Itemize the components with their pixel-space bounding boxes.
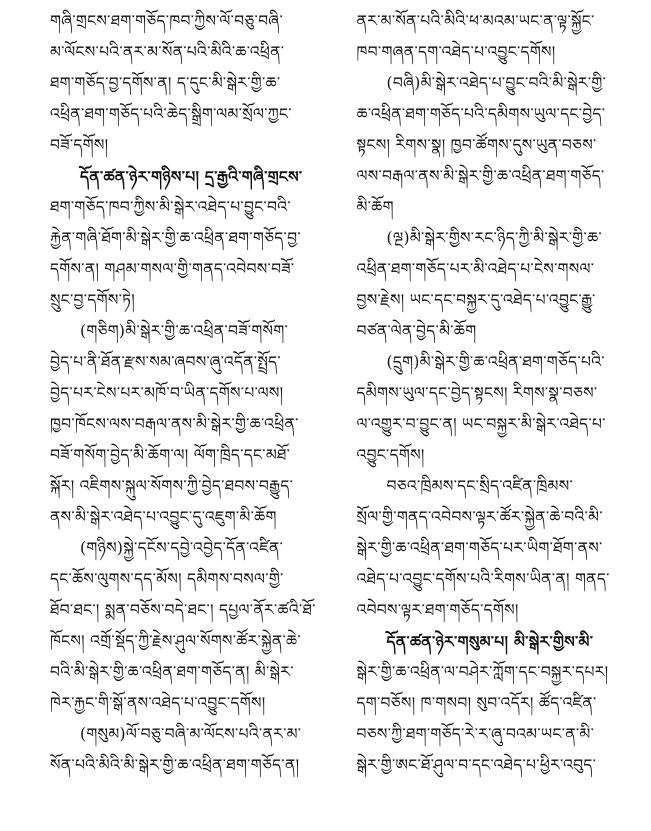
left-column-text-line: བྱེད་པར་ངེས་པར་མཁོ་བ་ཡིན་དགོས་པ་ལས། <box>50 384 284 402</box>
left-column-text-line: ཐག་གཅོད་བྱ་དགོས་ན། ད་དུང་མི་སྒེར་གྱི་ཆ་ <box>50 74 281 92</box>
left-column-text-line: (གཅིག)མི་སྒེར་གྱི་ཆ་འཕྲིན་བཟོ་གསོག་ <box>80 322 289 340</box>
right-column-text-line: ལས་བརྒལ་ནས་མི་སྒེར་གྱི་ཆ་འཕྲིན་ཐག་གཅོད་ <box>356 167 605 185</box>
left-column-text-line: དང་ཆོས་ལུགས་དད་མོས། དམིགས་བསལ་གྱི་ <box>50 570 284 588</box>
left-column-text-line: (གཉིས)སྐྱེ་དངོས་དབྱེ་འབྱེད་དོན་འཛིན་ <box>80 539 284 557</box>
right-column-text-line: བཅས་ཀྱི་ཐག་གཅོད་རེ་ར་ཞུ་བའམ་ཡང་ན་མི་ <box>356 725 595 743</box>
right-column-text-line: ལ་འགྱུར་བ་བྱུང་ན། ཡང་བསྐྱར་མི་སྒེར་འཐེད་པ་ <box>356 415 606 433</box>
left-column <box>14 6 331 831</box>
right-column-text-line: འབྱུང་དགོས། <box>356 446 425 464</box>
right-column-text-line: སྒེར་གྱི་ཨང་ཐོ་ཤུལ་བ་དང་འཐེད་པ་ཕྱིར་འབུད་ <box>356 756 597 774</box>
right-column-text-line: བཙན་ལེན་བྱེད་མི་ཆོག <box>356 322 477 340</box>
left-column-text-line: སོན་པའི་མིའི་མི་སྒེར་གྱི་ཆ་འཕྲིན་ཐག་གཅོད་ན། <box>50 756 300 774</box>
right-column-text-line: བྱས་རྗེས། ཡང་དང་བསྐྱར་དུ་འཐེད་པ་འབྱུང་རྒྱུ་ <box>356 291 596 309</box>
left-column-text-line: ཁེར་རྐྱང་གི་སྒོ་ནས་འཐེད་པ་འབྱུང་དགོས། <box>50 694 266 712</box>
left-column-text-line: འཕྲིན་ཐག་གཅོད་པའི་ཆེད་སྒྲིག་ལམ་སྲོལ་ཀྱང་ <box>50 105 292 123</box>
left-column-text-line: ཐོབ་ཐང་། སྨན་བཅོས་བདེ་ཐང་། དཔྱལ་ནོར་ཚའི་ཐོ་ <box>50 601 316 619</box>
left-column-text-line: བཟོ་གསོག་བྱེད་མི་ཆོག་ལ། ལོག་ཁྲིད་དང་མཐོ་ <box>50 446 291 464</box>
right-column-text-line: བཅའ་ཁྲིམས་དང་སྲིད་འཛིན་ཁྲིམས་ <box>386 477 574 495</box>
right-column-text-line: འབེབས་ལྟར་ཐག་གཅོད་དགོས། <box>356 601 519 619</box>
right-column-text-line: འཐེད་པ་འབྱུང་དགོས་པའི་རིགས་ཡིན་ན། གནད་ <box>356 570 610 588</box>
left-column-text-line: སྲུང་བྱ་དགོས་ཏེ། <box>50 291 136 309</box>
left-column-text-line: དགོས་ན། གཤམ་གསལ་གྱི་གནད་འབེབས་བཟོ་ <box>50 260 295 278</box>
right-column-text-line: སྒེར་གྱི་ཆ་འཕྲིན་ལ་བཤེར་ཀློག་དང་བསྐྱར་དཔར། <box>356 663 609 681</box>
left-column-text-line: བའི་མི་སྒེར་གྱི་ཆ་འཕྲིན་ཐག་གཅོད་ན། མི་སྒེར་ <box>50 663 294 681</box>
left-column-text-line: བཟོ་དགོས། <box>50 136 109 154</box>
right-column-text-line: (ལྔ)མི་སྒེར་གྱིས་རང་ཉིད་ཀྱི་མི་སྒེར་གྱི་ཆ་ <box>386 229 602 247</box>
right-column <box>357 6 638 831</box>
left-column-text-line: ཁོངས། འགྲོ་སྡོད་ཀྱི་རྗེས་ཤུལ་སོགས་ཚོར་སྐྱེན་ཆེ་ <box>50 632 301 650</box>
left-column-text-line: གཞི་གྲངས་ཐག་གཅོད་ཁབ་ཀྱིས་ལོ་བཅུ་བཞི་ <box>50 12 284 30</box>
right-column-text-line: ནར་མ་སོན་པའི་མིའི་ཕ་མའམ་ཡང་ན་ལྟ་སྐྱོང་ <box>356 12 595 30</box>
right-column-text-line: སྲོལ་གྱི་གནད་འབེབས་ལྟར་ཚོར་སྐྱེན་ཆེ་བའི་མི་ <box>356 508 603 526</box>
right-column-text-line: འཕྲིན་ཐག་གཅོད་པར་མི་འཐེད་པ་ངེས་གསལ་ <box>356 260 595 278</box>
right-column-text-line: སྒེར་གྱི་ཆ་འཕྲིན་ཐག་གཅོད་པར་ཡིག་ཐོག་ནས་ <box>356 539 603 557</box>
left-column-text-line: (གསུམ)ལོ་བཅུ་བཞི་མ་ལོངས་པའི་ནར་མ་ <box>80 725 302 743</box>
left-column-text-line: མ་ལོངས་པའི་ནར་མ་སོན་པའི་མིའི་ཆ་འཕྲིན་ <box>50 43 285 61</box>
right-column-text-line: མི་ཆོག <box>356 198 394 216</box>
right-column-text-line: དག་བཅོས། ཁ་གསབ། སུབ་འདོར། ཚོད་འཛིན་ <box>356 694 597 712</box>
right-column-text-line: (བཞི)མི་སྒེར་འཐེད་པ་བྱུང་བའི་མི་སྒེར་གྱི་ <box>386 74 607 92</box>
left-column-text-line: རྐྱེན་གཞི་ཐོག་མི་སྒེར་གྱི་ཆ་འཕྲིན་ཐག་གཅོད་བྱ་ <box>50 229 301 247</box>
left-column-text-line: སྐོར། འཇིགས་སྐུལ་སོགས་ཀྱི་བྱེད་ཐབས་བརྒྱུད་ <box>50 477 294 495</box>
right-column-text-line: སྟངས། རིགས་སྣ། ཁྱབ་ཚོགས་དུས་ཡུན་བཅས་ <box>356 136 597 154</box>
right-column-text-line: (དྲུག)མི་སྒེར་གྱི་ཆ་འཕྲིན་ཐག་གཅོད་པའི་ <box>386 353 605 371</box>
left-column-text-line: བྱེད་པ་ནི་ཐོན་རྫས་སམ་ཞབས་ཞུ་འདོན་སྤྲོད་ <box>50 353 281 371</box>
right-column-text-line: དམིགས་ཡུལ་དང་བྱེད་སྟངས། རིགས་སྣ་བཅས་ <box>356 384 598 402</box>
left-column-text-line: ཐག་གཅོད་ཁབ་ཀྱིས་མི་སྒེར་འཐེད་པ་བྱུང་བའི་ <box>50 198 291 216</box>
right-column-text-line: ཁབ་གཞན་དག་འཐེད་པ་འབྱུང་དགོས། <box>356 43 556 61</box>
right-column-article-heading-line: དོན་ཚན་ཉེར་གསུམ་པ། མི་སྒེར་གྱིས་མི་ <box>386 632 594 651</box>
right-column-text-line: ཆ་འཕྲིན་ཐག་གཅོད་པའི་དམིགས་ཡུལ་དང་བྱེད་ <box>356 105 606 123</box>
left-column-article-heading-line: དོན་ཚན་ཉེར་གཉིས་པ། དྲ་རྒྱའི་གཞི་གྲངས་ <box>80 167 303 186</box>
left-column-text-line: ཁྱབ་ཁོངས་ལས་བརྒལ་ནས་མི་སྒེར་གྱི་ཆ་འཕྲིན་ <box>50 415 299 433</box>
left-column-text-line: ནས་མི་སྒེར་འཐེད་པ་འབྱུང་དུ་འཇུག་མི་ཆོག <box>50 508 277 526</box>
